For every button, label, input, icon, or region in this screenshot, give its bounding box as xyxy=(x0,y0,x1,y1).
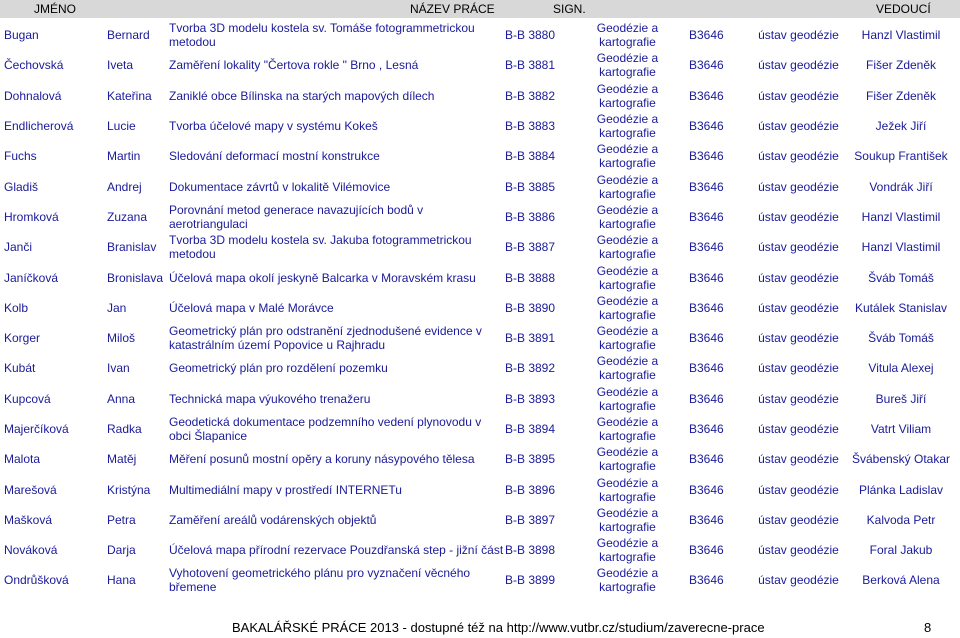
header-sign: SIGN. xyxy=(553,2,586,16)
firstname-cell: Darja xyxy=(107,543,136,558)
field-cell: Geodézie a kartografie xyxy=(596,354,659,383)
supervisor-cell: Hanzl Vlastimil xyxy=(861,240,941,255)
program-code-cell: B3646 xyxy=(689,270,724,285)
room-cell: B-B 3888 xyxy=(505,270,556,285)
thesis-title-cell: Sledování deformací mostní konstrukce xyxy=(169,149,380,164)
department-cell: ústav geodézie xyxy=(758,482,839,497)
supervisor-cell: Vitula Alexej xyxy=(868,361,934,376)
program-code-cell: B3646 xyxy=(689,422,724,436)
firstname-cell: Bernard xyxy=(107,28,150,43)
department-cell: ústav geodézie xyxy=(758,422,839,436)
surname-cell: Kolb xyxy=(4,300,29,315)
supervisor-cell: Vatrt Viliam xyxy=(870,422,932,436)
supervisor-cell: Kutálek Stanislav xyxy=(854,300,948,315)
surname-cell: Kupcová xyxy=(4,391,51,406)
department-cell: ústav geodézie xyxy=(758,331,839,346)
surname-cell: Mašková xyxy=(4,512,53,527)
supervisor-cell: Švábenský Otakar xyxy=(851,452,951,467)
room-cell: B-B 3884 xyxy=(505,149,556,164)
department-cell: ústav geodézie xyxy=(758,88,839,103)
firstname-cell: Matěj xyxy=(107,452,137,467)
program-code-cell: B3646 xyxy=(689,119,724,134)
theses-table xyxy=(0,20,960,596)
surname-cell: Marešová xyxy=(4,482,57,497)
supervisor-cell: Kalvoda Petr xyxy=(866,512,936,527)
firstname-cell: Jan xyxy=(107,300,127,315)
program-code-cell: B3646 xyxy=(689,573,724,588)
firstname-cell: Kateřina xyxy=(107,88,152,103)
room-cell: B-B 3894 xyxy=(505,422,556,436)
supervisor-cell: Šváb Tomáš xyxy=(868,270,934,285)
program-code-cell: B3646 xyxy=(689,543,724,558)
room-cell: B-B 3886 xyxy=(505,209,556,224)
department-cell: ústav geodézie xyxy=(758,512,839,527)
surname-cell: Nováková xyxy=(4,543,58,558)
table-row xyxy=(0,141,960,171)
field-cell: Geodézie a kartografie xyxy=(596,566,659,595)
table-row xyxy=(0,414,960,444)
table-row xyxy=(0,444,960,474)
thesis-title-cell: Účelová mapa v Malé Morávce xyxy=(169,300,334,315)
room-cell: B-B 3897 xyxy=(505,512,556,527)
table-row xyxy=(0,171,960,201)
room-cell: B-B 3895 xyxy=(505,452,556,467)
room-cell: B-B 3891 xyxy=(505,331,556,346)
department-cell: ústav geodézie xyxy=(758,179,839,194)
field-cell: Geodézie a kartografie xyxy=(596,112,659,141)
room-cell: B-B 3893 xyxy=(505,391,556,406)
table-row xyxy=(0,20,960,50)
surname-cell: Janči xyxy=(4,240,33,255)
program-code-cell: B3646 xyxy=(689,452,724,467)
room-cell: B-B 3898 xyxy=(505,543,556,558)
room-cell: B-B 3885 xyxy=(505,179,556,194)
table-row xyxy=(0,384,960,414)
program-code-cell: B3646 xyxy=(689,482,724,497)
table-row xyxy=(0,111,960,141)
supervisor-cell: Fišer Zdeněk xyxy=(865,88,937,103)
surname-cell: Majerčíková xyxy=(4,422,69,436)
department-cell: ústav geodézie xyxy=(758,240,839,255)
field-cell: Geodézie a kartografie xyxy=(596,51,659,80)
supervisor-cell: Berková Alena xyxy=(862,573,940,588)
program-code-cell: B3646 xyxy=(689,361,724,376)
surname-cell: Malota xyxy=(4,452,41,467)
table-row xyxy=(0,50,960,80)
surname-cell: Bugan xyxy=(4,28,39,43)
table-row xyxy=(0,202,960,232)
department-cell: ústav geodézie xyxy=(758,270,839,285)
surname-cell: Dohnalová xyxy=(4,88,62,103)
program-code-cell: B3646 xyxy=(689,391,724,406)
supervisor-cell: Bureš Jiří xyxy=(875,391,927,406)
surname-cell: Gladiš xyxy=(4,179,39,194)
field-cell: Geodézie a kartografie xyxy=(596,505,659,534)
department-cell: ústav geodézie xyxy=(758,209,839,224)
thesis-title-cell: Technická mapa výukového trenažeru xyxy=(169,391,371,406)
department-cell: ústav geodézie xyxy=(758,391,839,406)
thesis-title-cell: Zaměření lokality "Čertova rokle " Brno , Lesná xyxy=(169,58,419,73)
table-row xyxy=(0,565,960,595)
department-cell: ústav geodézie xyxy=(758,452,839,467)
firstname-cell: Iveta xyxy=(107,58,134,73)
program-code-cell: B3646 xyxy=(689,240,724,255)
table-row xyxy=(0,81,960,111)
field-cell: Geodézie a kartografie xyxy=(596,293,659,322)
firstname-cell: Radka xyxy=(107,422,142,436)
firstname-cell: Anna xyxy=(107,391,136,406)
thesis-title-cell: Účelová mapa okolí jeskyně Balcarka v Moravském krasu xyxy=(169,270,476,285)
department-cell: ústav geodézie xyxy=(758,119,839,134)
firstname-cell: Bronislava xyxy=(107,270,164,285)
department-cell: ústav geodézie xyxy=(758,28,839,43)
supervisor-cell: Hanzl Vlastimil xyxy=(861,28,941,43)
table-row xyxy=(0,323,960,353)
table-row xyxy=(0,535,960,565)
field-cell: Geodézie a kartografie xyxy=(596,21,659,50)
header-title: NÁZEV PRÁCE xyxy=(410,2,495,16)
department-cell: ústav geodézie xyxy=(758,543,839,558)
program-code-cell: B3646 xyxy=(689,209,724,224)
room-cell: B-B 3882 xyxy=(505,88,556,103)
table-row xyxy=(0,262,960,292)
header-supervisor: VEDOUCÍ xyxy=(876,2,931,16)
supervisor-cell: Foral Jakub xyxy=(869,543,933,558)
firstname-cell: Kristýna xyxy=(107,482,151,497)
room-cell: B-B 3883 xyxy=(505,119,556,134)
firstname-cell: Martin xyxy=(107,149,141,164)
field-cell: Geodézie a kartografie xyxy=(596,233,659,262)
field-cell: Geodézie a kartografie xyxy=(596,475,659,504)
field-cell: Geodézie a kartografie xyxy=(596,445,659,474)
program-code-cell: B3646 xyxy=(689,88,724,103)
program-code-cell: B3646 xyxy=(689,331,724,346)
supervisor-cell: Hanzl Vlastimil xyxy=(861,209,941,224)
table-row xyxy=(0,353,960,383)
department-cell: ústav geodézie xyxy=(758,573,839,588)
field-cell: Geodézie a kartografie xyxy=(596,384,659,413)
supervisor-cell: Fišer Zdeněk xyxy=(865,58,937,73)
supervisor-cell: Soukup František xyxy=(854,149,948,164)
thesis-title-cell: Tvorba 3D modelu kostela sv. Jakuba fotogrammetrickou metodou xyxy=(169,233,472,262)
column-header-bar xyxy=(0,0,960,18)
room-cell: B-B 3890 xyxy=(505,300,556,315)
firstname-cell: Branislav xyxy=(107,240,157,255)
room-cell: B-B 3892 xyxy=(505,361,556,376)
surname-cell: Ondrůšková xyxy=(4,573,69,588)
thesis-title-cell: Tvorba účelové mapy v systému Kokeš xyxy=(169,119,378,134)
thesis-title-cell: Geometrický plán pro rozdělení pozemku xyxy=(169,361,388,376)
room-cell: B-B 3896 xyxy=(505,482,556,497)
room-cell: B-B 3880 xyxy=(505,28,556,43)
firstname-cell: Andrej xyxy=(107,179,142,194)
thesis-title-cell: Měření posunů mostní opěry a koruny násypového tělesa xyxy=(169,452,475,467)
thesis-title-cell: Zaniklé obce Bílinska na starých mapových dílech xyxy=(169,88,435,103)
surname-cell: Kubát xyxy=(4,361,36,376)
thesis-title-cell: Zaměření areálů vodárenských objektů xyxy=(169,512,377,527)
thesis-title-cell: Vyhotovení geometrického plánu pro vyznačení věcného břemene xyxy=(169,566,471,595)
field-cell: Geodézie a kartografie xyxy=(596,536,659,565)
table-row xyxy=(0,232,960,262)
field-cell: Geodézie a kartografie xyxy=(596,172,659,201)
thesis-title-cell: Geodetická dokumentace podzemního vedení plynovodu v obci Šlapanice xyxy=(169,415,482,443)
firstname-cell: Ivan xyxy=(107,361,130,376)
program-code-cell: B3646 xyxy=(689,300,724,315)
field-cell: Geodézie a kartografie xyxy=(596,415,659,443)
department-cell: ústav geodézie xyxy=(758,361,839,376)
table-row xyxy=(0,505,960,535)
supervisor-cell: Šváb Tomáš xyxy=(868,331,934,346)
thesis-title-cell: Multimediální mapy v prostředí INTERNETu xyxy=(169,482,402,497)
thesis-title-cell: Dokumentace závrtů v lokalitě Vilémovice xyxy=(169,179,391,194)
firstname-cell: Hana xyxy=(107,573,136,588)
thesis-title-cell: Geometrický plán pro odstranění zjednodušené evidence v katastrálním území Popovice u Rajhradu xyxy=(169,324,482,353)
room-cell: B-B 3887 xyxy=(505,240,556,255)
firstname-cell: Petra xyxy=(107,512,136,527)
department-cell: ústav geodézie xyxy=(758,58,839,73)
field-cell: Geodézie a kartografie xyxy=(596,263,659,292)
program-code-cell: B3646 xyxy=(689,512,724,527)
program-code-cell: B3646 xyxy=(689,28,724,43)
supervisor-cell: Plánka Ladislav xyxy=(858,482,944,497)
firstname-cell: Miloš xyxy=(107,331,136,346)
field-cell: Geodézie a kartografie xyxy=(596,81,659,110)
footer-text: BAKALÁŘSKÉ PRÁCE 2013 - dostupné též na http://www.vutbr.cz/studium/zaverecne-prace xyxy=(232,620,765,635)
surname-cell: Fuchs xyxy=(4,149,37,164)
program-code-cell: B3646 xyxy=(689,58,724,73)
field-cell: Geodézie a kartografie xyxy=(596,324,659,353)
field-cell: Geodézie a kartografie xyxy=(596,142,659,171)
department-cell: ústav geodézie xyxy=(758,149,839,164)
supervisor-cell: Vondrák Jiří xyxy=(869,179,933,194)
room-cell: B-B 3899 xyxy=(505,573,556,588)
table-row xyxy=(0,293,960,323)
firstname-cell: Lucie xyxy=(107,119,136,134)
surname-cell: Korger xyxy=(4,331,41,346)
thesis-title-cell: Tvorba 3D modelu kostela sv. Tomáše fotogrammetrickou metodou xyxy=(169,21,475,50)
table-row xyxy=(0,474,960,504)
field-cell: Geodézie a kartografie xyxy=(596,202,659,231)
room-cell: B-B 3881 xyxy=(505,58,556,73)
surname-cell: Endlicherová xyxy=(4,119,74,134)
header-name: JMÉNO xyxy=(34,2,76,16)
page-number: 8 xyxy=(924,620,932,635)
surname-cell: Hromková xyxy=(4,209,59,224)
thesis-title-cell: Účelová mapa přírodní rezervace Pouzdřanská step - jižní část xyxy=(169,543,504,558)
supervisor-cell: Ježek Jiří xyxy=(875,119,927,134)
surname-cell: Janíčková xyxy=(4,270,59,285)
department-cell: ústav geodézie xyxy=(758,300,839,315)
program-code-cell: B3646 xyxy=(689,149,724,164)
firstname-cell: Zuzana xyxy=(107,209,148,224)
surname-cell: Čechovská xyxy=(4,58,64,73)
thesis-title-cell: Porovnání metod generace navazujících bodů v aerotriangulaci xyxy=(169,202,424,231)
program-code-cell: B3646 xyxy=(689,179,724,194)
